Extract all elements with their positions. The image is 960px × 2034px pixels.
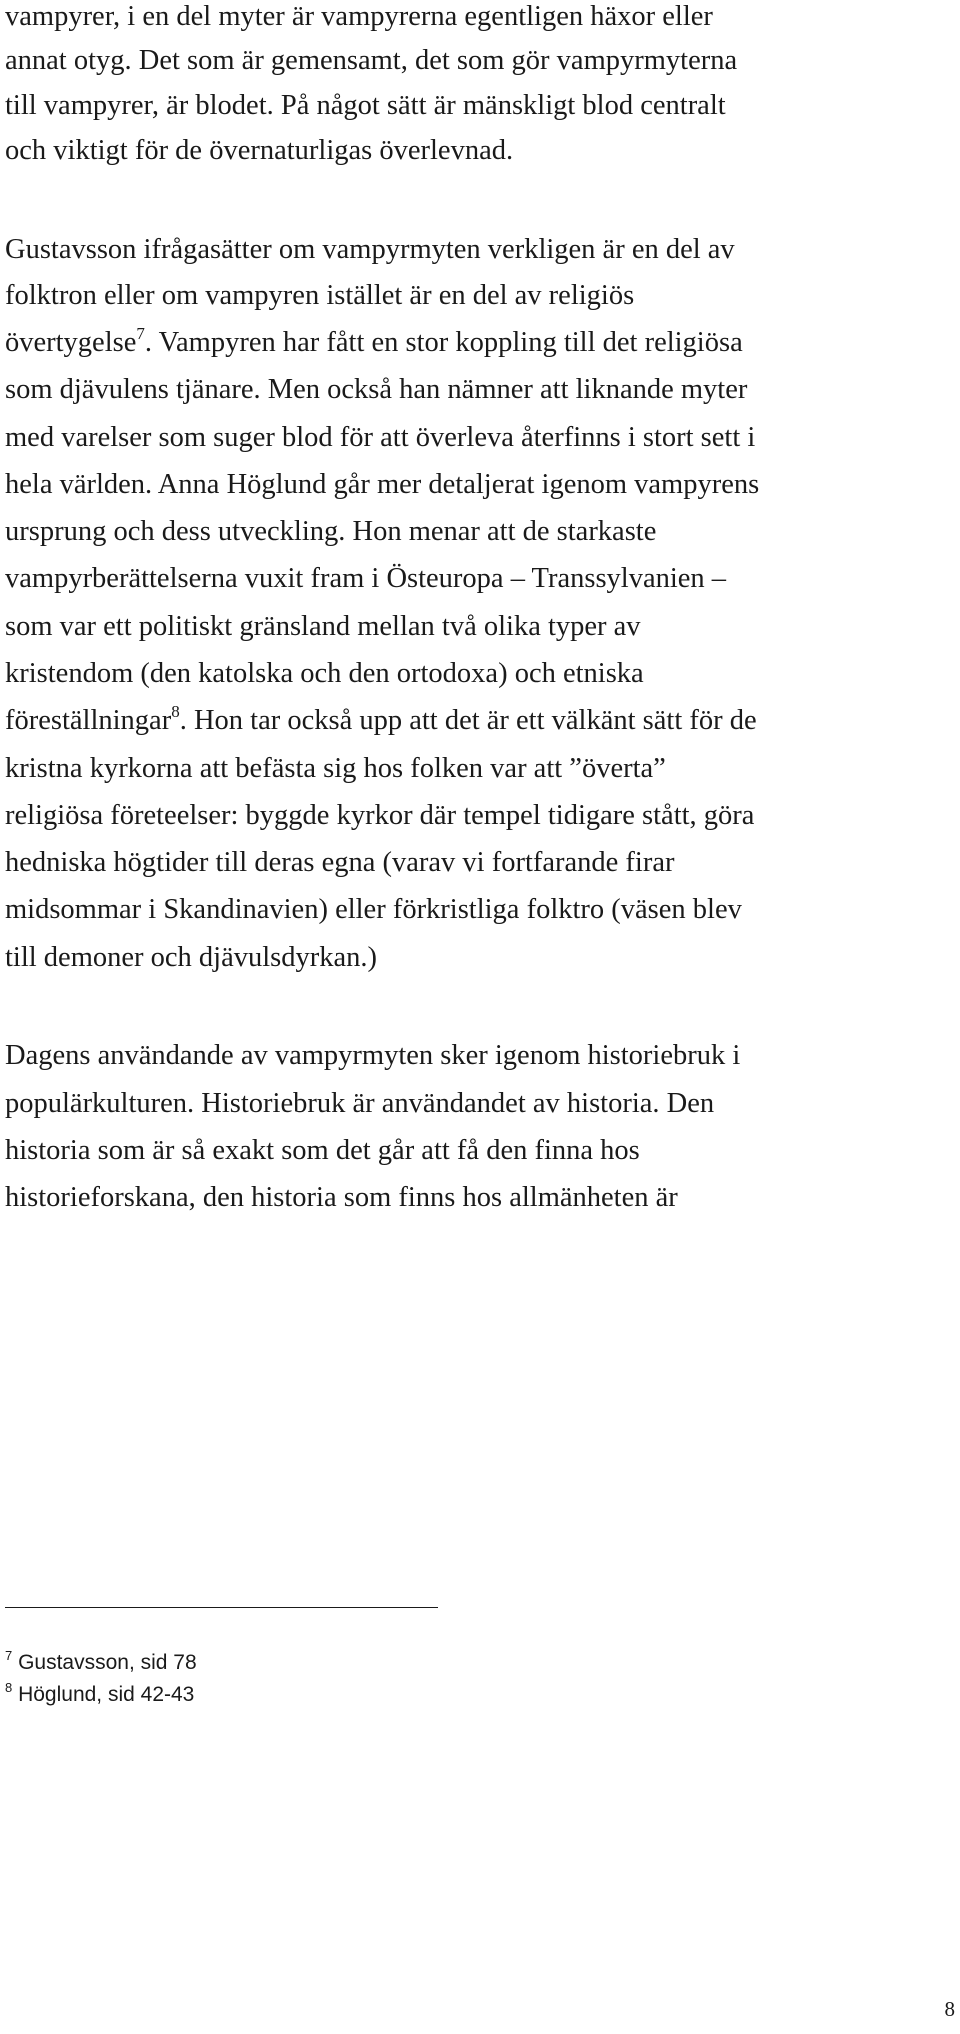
text-line: historieforskana, den historia som finns hos allmänheten är <box>5 1182 678 1213</box>
footnote-number: 8 <box>5 1680 13 1695</box>
text-line: Gustavsson ifrågasätter om vampyrmyten verkligen är en del av <box>5 234 735 265</box>
text-segment: övertygelse <box>5 327 137 358</box>
footnote-separator <box>5 1607 438 1608</box>
text-segment: . Vampyren har fått en stor koppling till det religiösa <box>144 327 743 358</box>
text-line: som var ett politiskt gränsland mellan två olika typer av <box>5 611 641 642</box>
footnote-text: Gustavsson, sid 78 <box>12 1651 197 1674</box>
text-line: historia som är så exakt som det går att få den finna hos <box>5 1135 640 1166</box>
text-line: folktron eller om vampyren istället är en del av religiös <box>5 280 635 311</box>
text-line: kristna kyrkorna att befästa sig hos folken var att ”överta” <box>5 753 666 784</box>
text-line: populärkulturen. Historiebruk är användandet av historia. Den <box>5 1088 715 1119</box>
page-number: 8 <box>944 1997 955 2021</box>
text-line: till vampyrer, är blodet. På något sätt är mänskligt blod centralt <box>5 90 726 121</box>
text-line: hedniska högtider till deras egna (varav vi fortfarande firar <box>5 847 675 878</box>
footnote-number: 7 <box>5 1648 13 1663</box>
text-line: hela världen. Anna Höglund går mer detaljerat igenom vampyrens <box>5 469 760 500</box>
text-line: religiösa företeelser: byggde kyrkor där tempel tidigare stått, göra <box>5 800 755 831</box>
footnote-7 <box>5 1650 197 1676</box>
footnote-ref-8[interactable]: 8 <box>171 701 180 721</box>
text-line: till demoner och djävulsdyrkan.) <box>5 942 377 973</box>
text-line: som djävulens tjänare. Men också han nämner att liknande myter <box>5 374 748 405</box>
footnote-8 <box>5 1682 194 1708</box>
text-line: Dagens användande av vampyrmyten sker igenom historiebruk i <box>5 1040 741 1071</box>
text-segment: föreställningar <box>5 705 172 736</box>
text-line: ursprung och dess utveckling. Hon menar att de starkaste <box>5 516 657 547</box>
text-line: vampyrer, i en del myter är vampyrerna egentligen häxor eller <box>5 1 713 32</box>
text-line: kristendom (den katolska och den ortodoxa) och etniska <box>5 658 644 689</box>
text-line: med varelser som suger blod för att överleva återfinns i stort sett i <box>5 422 756 453</box>
text-line <box>5 701 757 738</box>
text-segment: . Hon tar också upp att det är ett välkänt sätt för de <box>179 705 757 736</box>
text-line: annat otyg. Det som är gemensamt, det som gör vampyrmyterna <box>5 45 738 76</box>
footnote-ref-7[interactable]: 7 <box>136 323 145 343</box>
text-line <box>5 323 743 360</box>
text-line: midsommar i Skandinavien) eller förkristliga folktro (väsen blev <box>5 894 742 925</box>
text-line: och viktigt för de övernaturligas överlevnad. <box>5 135 514 166</box>
text-line: vampyrberättelserna vuxit fram i Östeuropa – Transsylvanien – <box>5 563 727 594</box>
footnote-text: Höglund, sid 42-43 <box>12 1683 195 1706</box>
